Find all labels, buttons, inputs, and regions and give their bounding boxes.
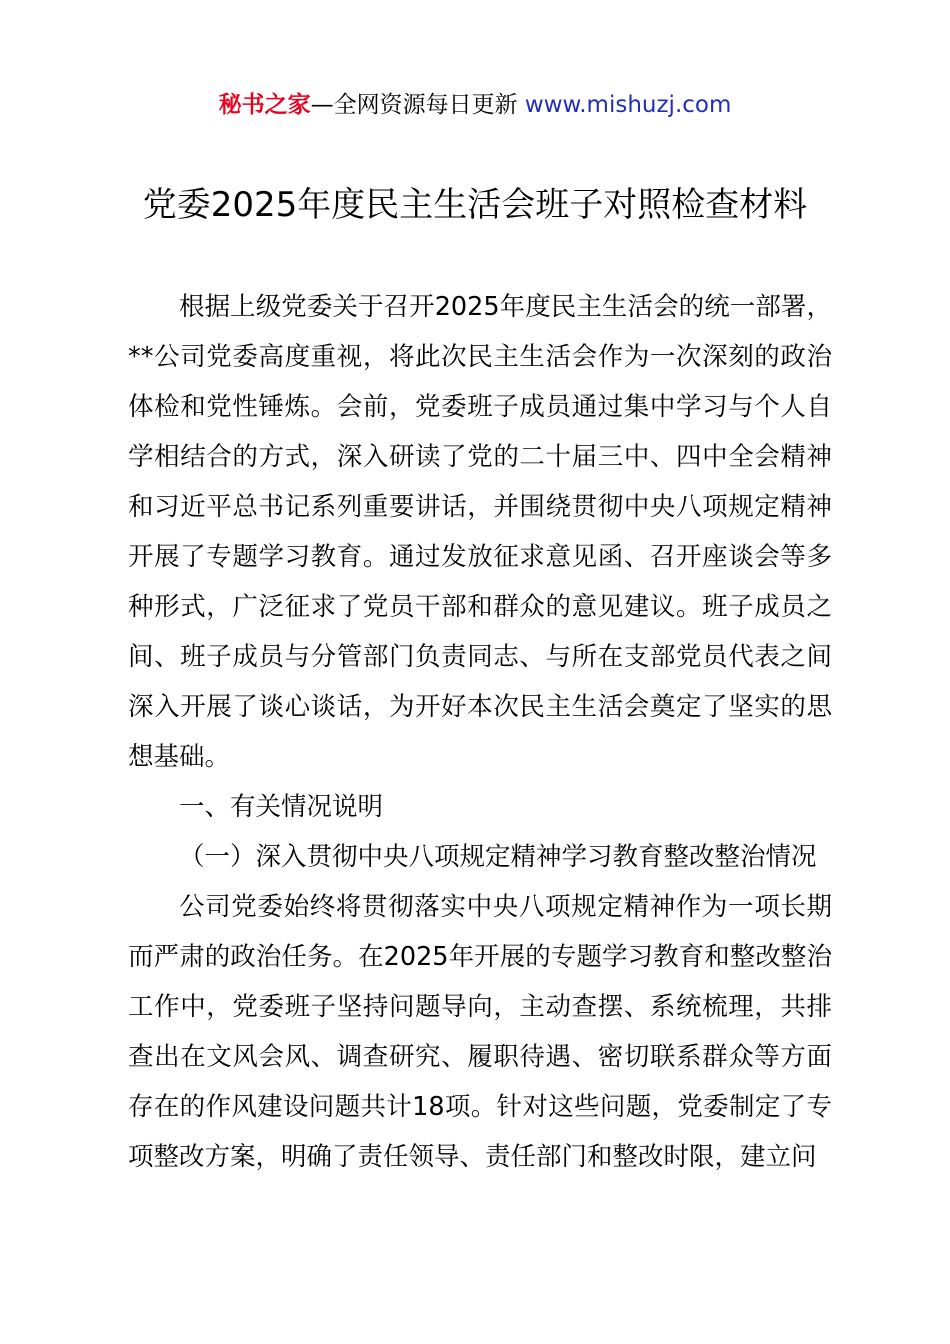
document-body <box>128 282 832 1182</box>
site-name: 秘书之家 <box>218 92 311 118</box>
document-title: 党委2025年度民主生活会班子对照检查材料 <box>142 185 808 225</box>
site-header <box>0 88 950 122</box>
intro-paragraph: 根据上级党委关于召开2025年度民主生活会的统一部署，**公司党委高度重视，将此次民主生活会作为一次深刻的政治体检和党性锤炼。会前，党委班子成员通过集中学习与个人自学相结合的方式，深入研读了党的二十届三中、四中全会精神和习近平总书记系列重要讲话，并围绕贯彻中央八项规定精神开展了专题学习教育。通过发放征求意见函、召开座谈会等多种形式，广泛征求了党员干部和群众的意见建议。班子成员之间、班子成员与分管部门负责同志、与所在支部党员代表之间深入开展了谈心谈话，为开好本次民主生活会奠定了坚实的思想基础。 <box>128 292 832 772</box>
section-heading: 一、有关情况说明 <box>179 792 384 822</box>
header-separator: — <box>310 92 334 118</box>
subsection-heading: （一）深入贯彻中央八项规定精神学习教育整改整治情况 <box>179 842 817 872</box>
header-tagline: 全网资源每日更新 <box>333 92 525 118</box>
site-url-link[interactable]: www.mishuzj.com <box>524 92 732 118</box>
body-paragraph: 公司党委始终将贯彻落实中央八项规定精神作为一项长期而严肃的政治任务。在2025年开展的专题学习教育和整改整治工作中，党委班子坚持问题导向，主动查摆、系统梳理，共排查出在文风会风、调查研究、履职待遇、密切联系群众等方面存在的作风建设问题共计18项。针对这些问题，党委制定了专项整改方案，明确了责任领导、责任部门和整改时限，建立问 <box>128 892 832 1172</box>
